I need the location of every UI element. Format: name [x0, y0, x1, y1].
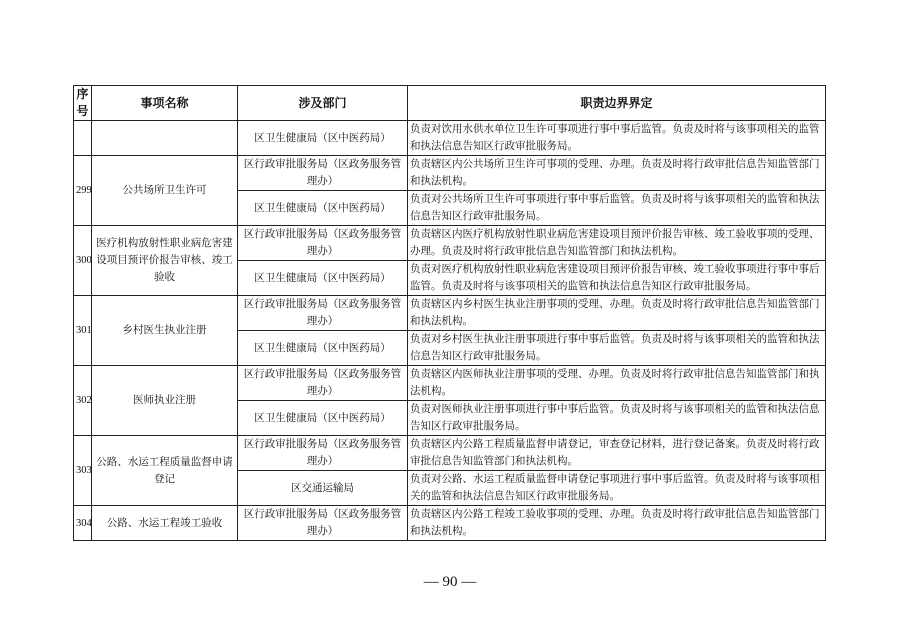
carryover-seq-cell [74, 121, 92, 156]
item-name: 公路、水运工程竣工验收 [92, 506, 238, 541]
header-responsibility: 职责边界界定 [408, 86, 826, 121]
responsibility: 负责对公路、水运工程质量监督申请登记事项进行事中事后监管。负责及时将与该事项相关的监管和执法信息告知区行政审批服务局。 [408, 471, 826, 506]
page-number: — 90 — [423, 574, 477, 590]
responsibility: 负责辖区内乡村医生执业注册事项的受理、办理。负责及时将行政审批信息告知监管部门和执法机构。 [408, 296, 826, 331]
table-row [74, 366, 826, 401]
responsibility: 负责辖区内医师执业注册事项的受理、办理。负责及时将行政审批信息告知监管部门和执法机构。 [408, 366, 826, 401]
responsibility-table [73, 85, 826, 541]
item-name: 医疗机构放射性职业病危害建设项目预评价报告审核、竣工验收 [92, 226, 238, 296]
responsibility: 负责对医师执业注册事项进行事中事后监管。负责及时将与该事项相关的监管和执法信息告知区行政审批服务局。 [408, 401, 826, 436]
table-body [74, 121, 826, 541]
table-row-carryover [74, 121, 826, 156]
department: 区行政审批服务局（区政务服务管理办） [238, 506, 408, 541]
table-row [74, 226, 826, 261]
responsibility: 负责辖区内公路工程质量监督申请登记，审查登记材料，进行登记备案。负责及时将行政审批信息告知监管部门和执法机构。 [408, 436, 826, 471]
item-name: 医师执业注册 [92, 366, 238, 436]
department: 区行政审批服务局（区政务服务管理办） [238, 436, 408, 471]
table-row [74, 436, 826, 471]
header-department: 涉及部门 [238, 86, 408, 121]
carryover-responsibility: 负责对饮用水供水单位卫生许可事项进行事中事后监管。负责及时将与该事项相关的监管和执法信息告知区行政审批服务局。 [408, 121, 826, 156]
responsibility: 负责对乡村医生执业注册事项进行事中事后监管。负责及时将与该事项相关的监管和执法信息告知区行政审批服务局。 [408, 331, 826, 366]
responsibility: 负责辖区内医疗机构放射性职业病危害建设项目预评价报告审核、竣工验收事项的受理、办理。负责及时将行政审批信息告知监管部门和执法机构。 [408, 226, 826, 261]
department: 区卫生健康局（区中医药局） [238, 261, 408, 296]
responsibility: 负责辖区内公路工程竣工验收事项的受理、办理。负责及时将行政审批信息告知监管部门和执法机构。 [408, 506, 826, 541]
header-item-name: 事项名称 [92, 86, 238, 121]
department: 区行政审批服务局（区政务服务管理办） [238, 366, 408, 401]
item-number: 302 [74, 366, 92, 436]
department: 区行政审批服务局（区政务服务管理办） [238, 226, 408, 261]
table-row [74, 296, 826, 331]
department: 区卫生健康局（区中医药局） [238, 331, 408, 366]
department: 区行政审批服务局（区政务服务管理办） [238, 296, 408, 331]
table-header-row [74, 86, 826, 121]
item-name: 公路、水运工程质量监督申请登记 [92, 436, 238, 506]
item-number: 304 [74, 506, 92, 541]
item-name: 乡村医生执业注册 [92, 296, 238, 366]
department: 区行政审批服务局（区政务服务管理办） [238, 156, 408, 191]
responsibility: 负责辖区内公共场所卫生许可事项的受理、办理。负责及时将行政审批信息告知监管部门和执法机构。 [408, 156, 826, 191]
item-number: 299 [74, 156, 92, 226]
table-row [74, 156, 826, 191]
header-seq: 序号 [74, 86, 92, 121]
carryover-name-cell [92, 121, 238, 156]
department: 区交通运输局 [238, 471, 408, 506]
carryover-department: 区卫生健康局（区中医药局） [238, 121, 408, 156]
department: 区卫生健康局（区中医药局） [238, 191, 408, 226]
item-number: 303 [74, 436, 92, 506]
item-number: 300 [74, 226, 92, 296]
responsibility: 负责对公共场所卫生许可事项进行事中事后监管。负责及时将与该事项相关的监管和执法信息告知区行政审批服务局。 [408, 191, 826, 226]
item-name: 公共场所卫生许可 [92, 156, 238, 226]
responsibility: 负责对医疗机构放射性职业病危害建设项目预评价报告审核、竣工验收事项进行事中事后监管。负责及时将与该事项相关的监管和执法信息告知区行政审批服务局。 [408, 261, 826, 296]
item-number: 301 [74, 296, 92, 366]
department: 区卫生健康局（区中医药局） [238, 401, 408, 436]
table-row [74, 506, 826, 541]
